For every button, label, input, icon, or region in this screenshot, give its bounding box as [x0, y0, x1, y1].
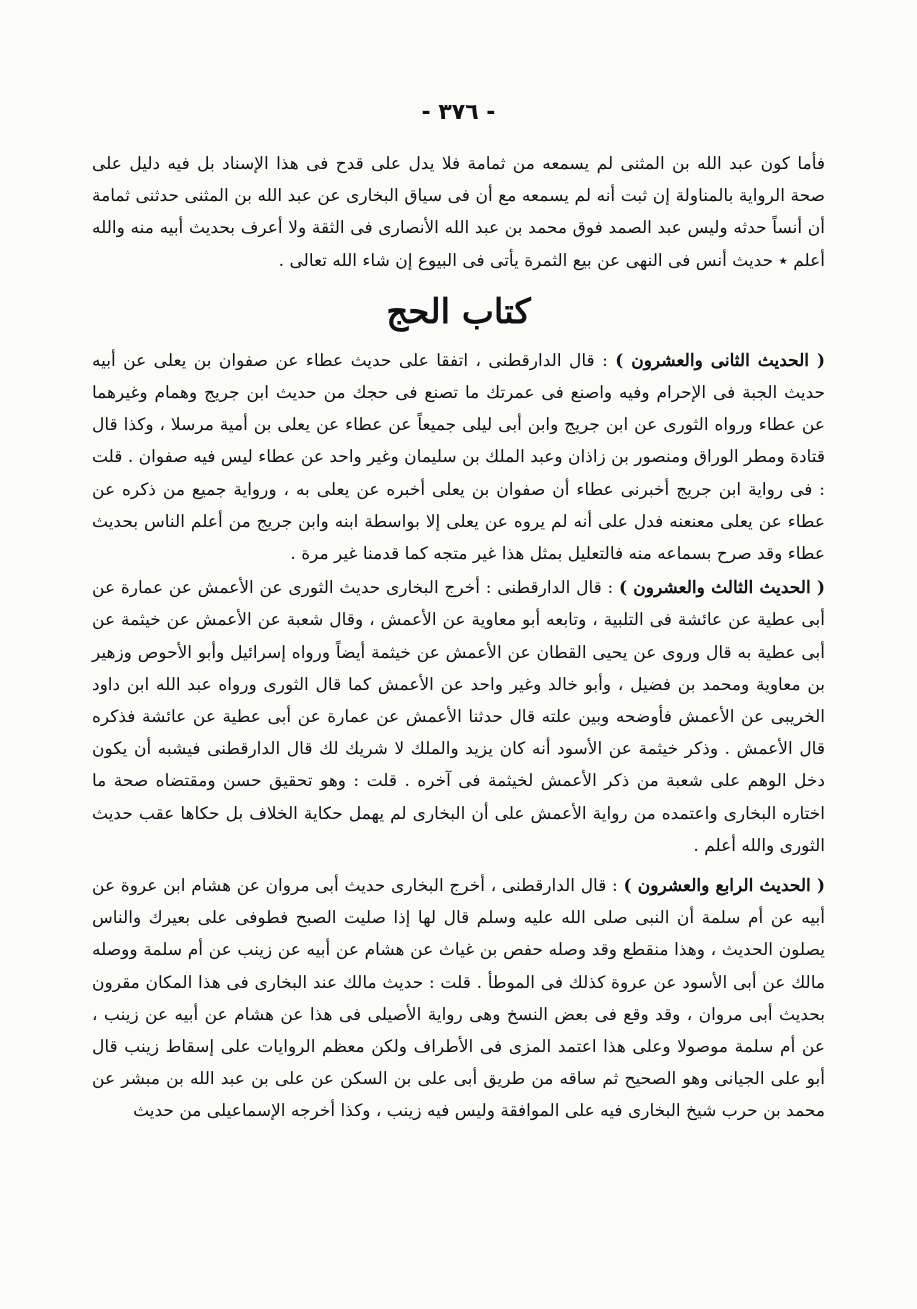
hadith-text: : قال الدارقطنى ، أخرج البخارى حديث أبى مروان عن هشام ابن عروة عن أبيه عن أم سلمة أن النبى صلى الله عليه وسلم قال لها إذا صليت الصبح فطوفى على بعيرك والناس يصلون الحديث ، وهذا منقطع وقد وصله حفص بن غياث عن هشام عن أبيه عن زينب عن أم سلمة ووصله مالك عن أبى الأسود عن عروة كذلك فى الموطأ . قلت : حديث مالك عند البخارى فى هذا المكان مقرون بحديث أبى مروان ، وقد وقع فى بعض النسخ وهى رواية الأصيلى فى هذا عن هشام عن أبيه عن زينب ، عن أم سلمة موصولا وعلى هذا اعتمد المزى فى الأطراف ولكن معظم الروايات على إسقاط زينب قال أبو على الجيانى وهو الصحيح ثم ساقه من طريق أبى على بن السكن عن على بن عبد الله بن مبشر عن محمد بن حرب شيخ البخارى فيه على الموافقة وليس فيه زينب ، وكذا أخرجه الإسماعيلى من حديث: [92, 876, 825, 1122]
hadith-paragraph: [92, 870, 825, 1128]
book-title: كتاب الحج: [386, 291, 531, 332]
page-content: [92, 148, 825, 1130]
hadith-paragraph: [92, 572, 825, 862]
page-number: - ٣٧٦ -: [421, 100, 496, 125]
hadith-title: ( الحديث الرابع والعشرون ): [623, 876, 825, 897]
hadith-text: : قال الدارقطنى : أخرج البخارى حديث الثورى عن الأعمش عن عمارة عن أبى عطية عن عائشة فى التلبية ، وتابعه أبو معاوية عن الأعمش ، وقال شعبة عن الأعمش عن خيثمة عن أبى عطية به قال وروى عن يحيى القطان عن الأعمش عن خيثمة أيضاً ورواه إسرائيل وأبو الأحوص وزهير بن معاوية ومحمد بن فضيل ، وأبو خالد وغير واحد عن الأعمش كما قال الثورى ورواه عبد الله ابن داود الخريبى عن الأعمش فأوضحه وبين علته قال حدثنا الأعمش عن عمارة عن أبى عطية عن عائشة فذكره قال الأعمش . وذكر خيثمة عن الأسود أنه كان يزيد والملك لا شريك لك قال الدارقطنى فيشبه أن يكون دخل الوهم على شعبة من ذكر الأعمش لخيثمة فى آخره . قلت : وهو تحقيق حسن ومقتضاه صحة ما اختاره البخارى واعتمده من رواية الأعمش على أن البخارى لم يهمل حكاية الخلاف بل حكاها عقب حديث الثورى والله أعلم .: [92, 578, 825, 856]
hadith-text: : قال الدارقطنى ، اتفقا على حديث عطاء عن صفوان بن يعلى عن أبيه حديث الجبة فى الإحرام وفيه واصنع فى عمرتك ما تصنع فى حجك من حديث ابن جريج وهمام وغيرهما عن عطاء ورواه الثورى عن ابن جريج وابن أبى ليلى جميعاً عن عطاء عن يعلى بن أمية مرسلا ، وكذا قال قتادة ومطر الوراق ومنصور بن زاذان وعبد الملك بن سليمان وغير واحد عن عطاء ليس فيه صفوان . قلت : فى رواية ابن جريج أخبرنى عطاء أن صفوان بن يعلى أخبره عن يعلى به ، ورواية جميع من ذكره عن عطاء عن يعلى معنعنه فدل على أنه لم يروه عن يعلى إلا بواسطة ابنه وابن جريج من أعلم الناس بحديث عطاء وقد صرح بسماعه منه فالتعليل بمثل هذا غير متجه كما قدمنا غير مرة .: [91, 350, 825, 565]
hadith-title: ( الحديث الثانى والعشرون ): [615, 350, 825, 371]
hadith-title: ( الحديث الثالث والعشرون ): [619, 578, 825, 599]
hadith-paragraph: [92, 345, 825, 570]
intro-paragraph: فأما كون عبد الله بن المثنى لم يسمعه من ثمامة فلا يدل على قدح فى هذا الإسناد بل فيه دليل على صحة الرواية بالمناولة إن ثبت أنه لم يسمعه مع أن فى سياق البخارى عن عبد الله بن المثنى حدثنى ثمامة أن أنساً حدثه وليس عبد الصمد فوق محمد بن عبد الله الأنصارى فى الثقة ولا أعرف بحديث أبيه منه والله أعلم ٭ حديث أنس فى النهى عن بيع الثمرة يأتى فى البيوع إن شاء الله تعالى .: [92, 154, 825, 271]
